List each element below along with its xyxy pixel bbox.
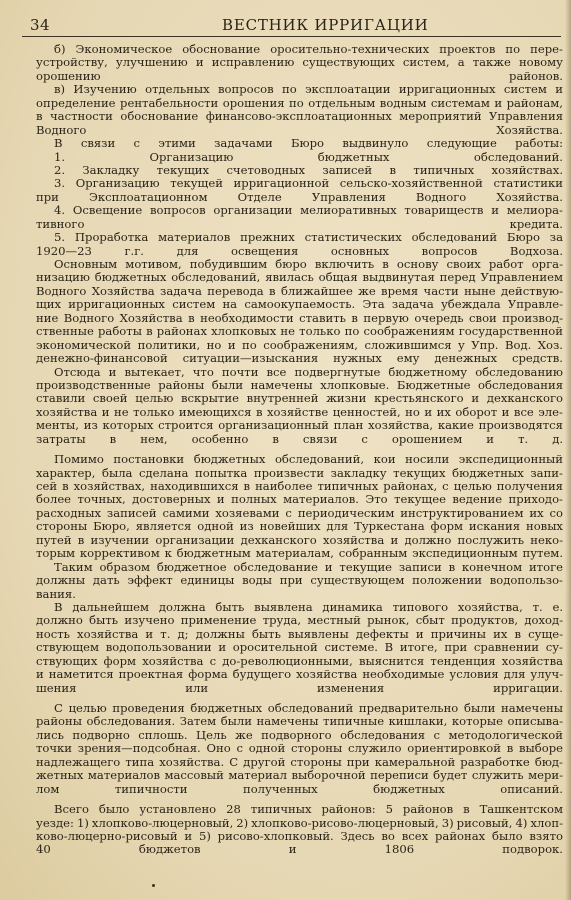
text-line: Водного Хозяйства задача перевода в ближайшее же время части ныне действую- <box>36 284 564 298</box>
text-line: экономической политики, но и по соображениям, сложившимся у Упр. Вод. Хоз. <box>36 338 563 352</box>
text-line: затраты в нем, особенно в связи с орошением и т. д. <box>36 432 564 446</box>
paragraph-gap <box>36 796 567 803</box>
text-line: 2. Закладку текущих счетоводных записей в типичных хозяйствах. <box>54 163 563 177</box>
text-line: ственные работы в районах хлопковых не только по соображениям государственной <box>36 325 564 339</box>
text-line: Основным мотивом, побудившим бюро включить в основу своих работ орга- <box>54 258 563 271</box>
text-line: ково-люцерно-рисовый и 5) рисово-хлопковый. Здесь во всех районах было взято <box>36 829 563 843</box>
text-line: более точных, достоверных и полных материалов. Это текущее ведение приходо- <box>36 493 563 507</box>
ink-spot <box>152 884 155 887</box>
text-line: тивного кредита. <box>36 217 563 231</box>
page-spine-shadow <box>565 0 571 900</box>
text-line: расходных записей самими хозяевами с периодическим инструктированием их со <box>36 506 564 520</box>
text-line: низацию бюджетных обследований, явилась общая выдвинутая перед Управлением <box>36 271 563 285</box>
text-line: шения или изменения ирригации. <box>36 681 563 695</box>
text-line: Помимо постановки бюджетных обследований, кои носили экспедиционный <box>54 453 564 467</box>
text-line: ние Водного Хозяйства в необходимости ставить в первую очередь свои производ- <box>36 311 563 325</box>
journal-title: ВЕСТНИК ИРРИГАЦИИ <box>222 16 429 34</box>
text-line: 3. Организацию текущей ирригационной сельско-хозяйственной статистики <box>54 177 564 191</box>
text-line: при Эксплоатационном Отделе Управления Водного Хозяйства. <box>36 190 563 204</box>
text-line: В связи с этими задачами Бюро выдвинуло следующие работы: <box>54 137 564 151</box>
text-line: Всего было установлено 28 типичных районов: 5 районов в Ташкентском <box>54 803 563 817</box>
page-number: 34 <box>30 16 51 34</box>
text-line: 1. Организацию бюджетных обследований. <box>54 150 563 164</box>
text-line: торым коррективом к бюджетным материалам, собранным экспедиционным путем. <box>36 547 564 561</box>
text-line: денежно-финансовой ситуации—изыскания нужных ему денежных средств. <box>36 352 563 366</box>
text-line: орошению районов. <box>36 69 563 83</box>
text-line: в) Изучению отдельных вопросов по эксплоатации ирригационных систем и <box>54 83 563 97</box>
text-line: стороны Бюро, является одной из новейших для Туркестана форм искания новых <box>36 520 563 534</box>
text-line: щих ирригационных систем на самоокупаемость. Эта задача убеждала Управле- <box>36 298 563 312</box>
paragraph-gap <box>36 695 567 702</box>
text-line: и наметится проектная форма будущего хозяйства необходимые условия для улуч- <box>36 668 564 682</box>
text-line: лись подворно сплошь. Цель же подворного обследования с методологической <box>36 728 564 742</box>
text-line: ность хозяйства и т. д; должны быть выявлены дефекты и причины их в суще- <box>36 627 564 641</box>
text-line: в частности обоснование финансово-эксплоатационных мероприятий Управления <box>36 110 564 124</box>
text-line: Таким образом бюджетное обследование и текущие записи в конечном итоге <box>54 560 563 574</box>
text-line: вания. <box>36 587 76 601</box>
text-line: ствующих форм хозяйства с до-революционными, выяснится тенденция хозяйства <box>36 654 564 668</box>
text-line: 1920—23 г.г. для освещения основных вопросов Водхоза. <box>36 244 564 258</box>
text-line: надлежащего типа хозяйства. С другой стороны при камеральной разработке бюд- <box>36 755 563 769</box>
body-text <box>36 43 567 893</box>
text-line: хозяйства и не только имеющихся в хозяйстве ценностей, но и их оборот и все эле- <box>36 405 563 419</box>
text-line: характер, была сделана попытка произвести закладку текущих бюджетных запи- <box>36 466 563 480</box>
text-line: В дальнейшем должна быть выявлена динамика типового хозяйства, т. е. <box>54 600 564 614</box>
paragraph-gap <box>36 446 567 453</box>
text-line: 4. Освещение вопросов организации мелиоративных товариществ и мелиора- <box>54 204 563 218</box>
page-header <box>22 14 561 37</box>
text-line: производственные районы были намечены хлопковые. Бюджетные обследования <box>36 378 564 392</box>
text-line: ставили своей целью вскрытие внутренней жизни крестьянского и дехканского <box>36 392 564 406</box>
text-line: должны дать эффект единицы воды при существующем положении водопользо- <box>36 574 563 588</box>
text-line: определение рентабельности орошения по отдельным водным системам и районам, <box>36 96 563 110</box>
text-line: должно быть изучено применение труда, местный рынок, сбыт продуктов, доход- <box>36 614 564 628</box>
text-line: лом типичности полученных бюджетных описаний. <box>36 782 563 796</box>
text-line: б) Экономическое обоснование оросительно-технических проектов по пере- <box>54 43 563 56</box>
text-line: Водного Хозяйства. <box>36 123 563 137</box>
text-line: ствующем водопользовании и оросительной системе. В итоге, при сравнении су- <box>36 641 563 655</box>
text-line: менты, из которых строится организационный план хозяйства, какие производятся <box>36 419 563 433</box>
text-line: районы обследования. Затем были намечены типичные кишлаки, которые описыва- <box>36 715 564 729</box>
text-line: 40 бюджетов и 1806 подворок. <box>36 843 563 857</box>
text-line: устройству, улучшению и исправлению существующих систем, а также новому <box>36 56 563 70</box>
text-line: С целью проведения бюджетных обследований предварительно были намечены <box>54 702 564 715</box>
text-line: точки зрения—подсобная. Оно с одной стороны служило ориентировкой в выборе <box>36 742 564 756</box>
text-line: путей в изучении организации дехканского хозяйства и должно послужить неко- <box>36 533 564 547</box>
text-line: Отсюда и вытекает, что почти все подвергнутые бюджетному обследованию <box>54 365 563 379</box>
text-line: жетных материалов массовый материал выборочной переписи будет служить мери- <box>36 769 564 783</box>
text-line: сей в хозяйствах, находившихся в наиболее типичных районах, с целью получения <box>36 480 563 493</box>
text-line: уезде: 1) хлопково-люцерновый, 2) хлопково-рисово-люцерновый, 3) рисовый, 4) хлоп- <box>36 816 563 830</box>
text-line: 5. Проработка материалов прежних статистических обследований Бюро за <box>54 231 564 245</box>
